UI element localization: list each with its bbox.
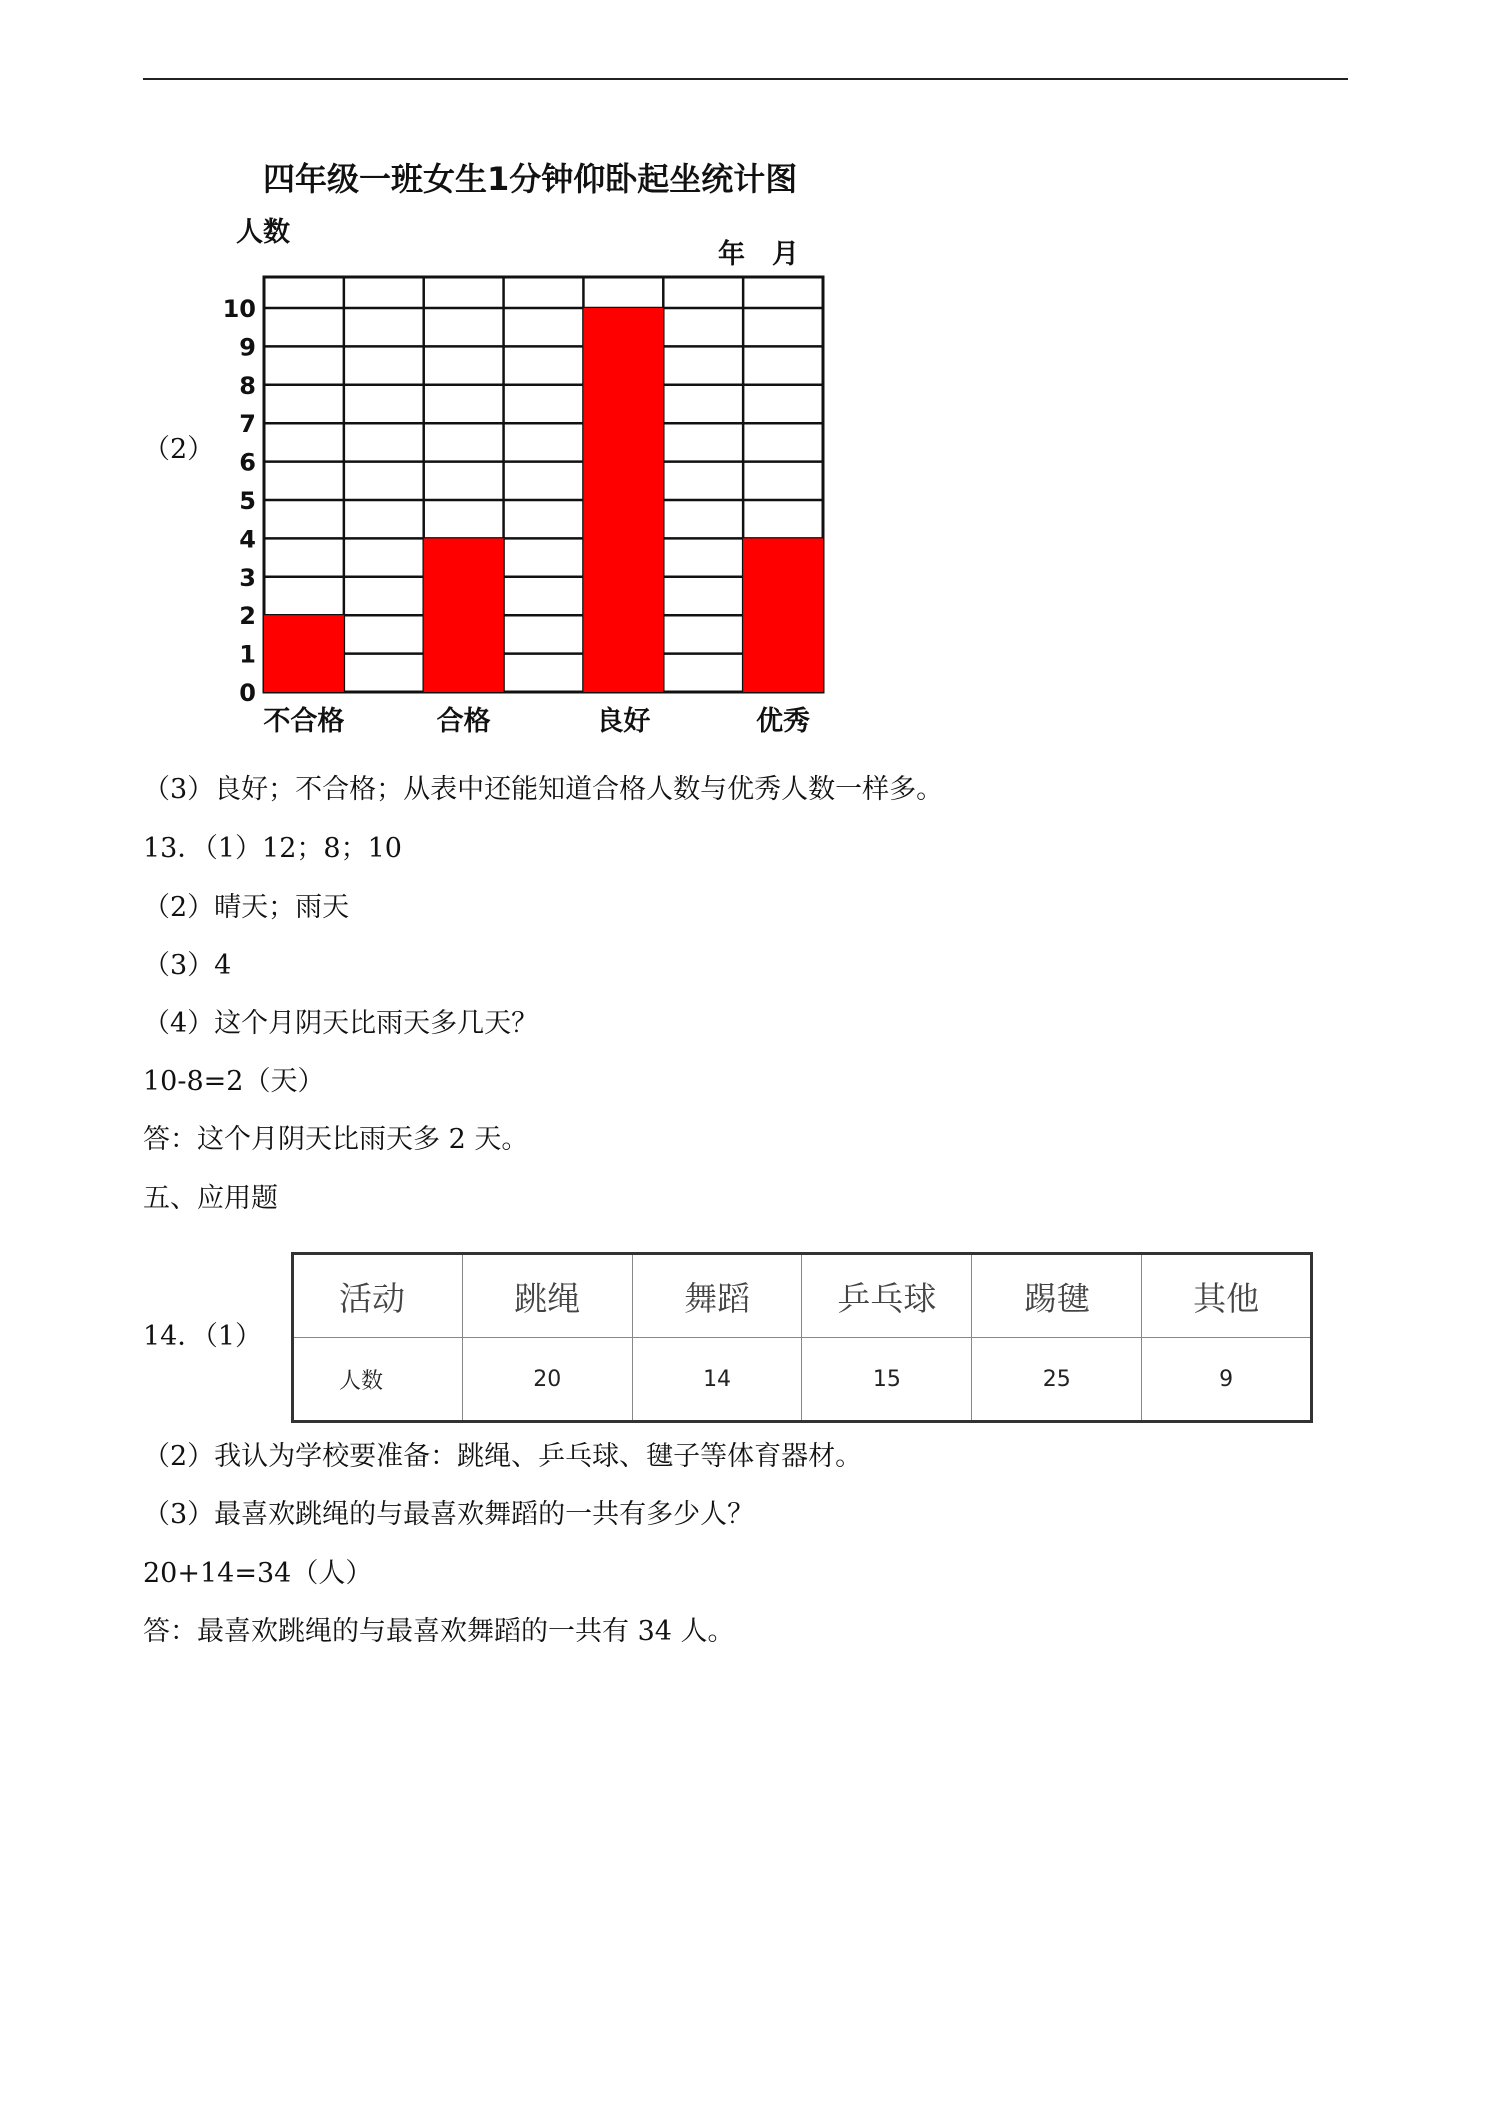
answer-line: （3）4 bbox=[143, 950, 232, 981]
table-cell: 15 bbox=[802, 1338, 972, 1422]
table-header-cell: 其他 bbox=[1142, 1254, 1312, 1338]
bar bbox=[743, 538, 823, 692]
answer-line: 五、应用题 bbox=[143, 1183, 278, 1214]
chart-item-label: （2） bbox=[143, 434, 215, 465]
table-header-cell: 舞蹈 bbox=[632, 1254, 802, 1338]
y-tick-label: 8 bbox=[239, 371, 256, 400]
activity-table bbox=[291, 1252, 1313, 1423]
plot-frame bbox=[264, 277, 823, 692]
q14-label: 14．（1） bbox=[143, 1321, 263, 1352]
table-cell: 25 bbox=[972, 1338, 1142, 1422]
category-label: 合格 bbox=[436, 706, 491, 737]
header-rule bbox=[143, 78, 1348, 80]
answer-line: （3）最喜欢跳绳的与最喜欢舞蹈的一共有多少人？ bbox=[143, 1499, 755, 1530]
table-row-label: 人数 bbox=[293, 1338, 463, 1422]
y-tick-label: 6 bbox=[239, 448, 256, 477]
table-header-cell: 跳绳 bbox=[462, 1254, 632, 1338]
answer-line: （3）良好；不合格；从表中还能知道合格人数与优秀人数一样多。 bbox=[143, 774, 944, 805]
y-axis-label: 人数 bbox=[236, 217, 290, 248]
y-tick-label: 0 bbox=[239, 679, 256, 707]
answer-line: （2）晴天；雨天 bbox=[143, 892, 350, 923]
bar bbox=[583, 308, 663, 692]
table-header-cell: 踢毽 bbox=[972, 1254, 1142, 1338]
chart-title: 四年级一班女生1分钟仰卧起坐统计图 bbox=[263, 160, 798, 198]
y-tick-label: 1 bbox=[239, 640, 256, 669]
category-label: 不合格 bbox=[263, 706, 345, 737]
y-tick-label: 5 bbox=[239, 487, 256, 515]
answer-line: （4）这个月阴天比雨天多几天？ bbox=[143, 1008, 539, 1039]
y-tick-label: 9 bbox=[239, 333, 256, 362]
bar bbox=[264, 615, 344, 692]
category-label: 良好 bbox=[596, 706, 651, 737]
bar-chart-svg bbox=[218, 145, 898, 750]
y-tick-label: 10 bbox=[222, 295, 256, 323]
y-tick-label: 7 bbox=[239, 410, 256, 439]
table-header-cell: 乒乓球 bbox=[802, 1254, 972, 1338]
table-header-cell: 活动 bbox=[293, 1254, 463, 1338]
category-label: 优秀 bbox=[756, 706, 811, 737]
bar bbox=[424, 538, 504, 692]
bar-chart bbox=[218, 145, 898, 750]
table-cell: 20 bbox=[462, 1338, 632, 1422]
table-header-row bbox=[293, 1254, 1312, 1338]
answer-line: 13．（1）12；8；10 bbox=[143, 833, 402, 864]
y-tick-label: 3 bbox=[239, 563, 256, 592]
table-cell: 9 bbox=[1142, 1338, 1312, 1422]
y-tick-label: 4 bbox=[239, 525, 256, 554]
answer-line: 答：最喜欢跳绳的与最喜欢舞蹈的一共有 34 人。 bbox=[143, 1616, 735, 1647]
table-row bbox=[293, 1338, 1312, 1422]
answer-line: 20+14=34（人） bbox=[143, 1558, 373, 1589]
answer-line: 答：这个月阴天比雨天多 2 天。 bbox=[143, 1124, 529, 1155]
y-tick-label: 2 bbox=[239, 602, 256, 631]
answer-line: （2）我认为学校要准备：跳绳、乒乓球、毽子等体育器材。 bbox=[143, 1441, 863, 1472]
answer-line: 10-8=2（天） bbox=[143, 1066, 325, 1097]
date-note: 年 月 bbox=[718, 239, 799, 270]
table-cell: 14 bbox=[632, 1338, 802, 1422]
